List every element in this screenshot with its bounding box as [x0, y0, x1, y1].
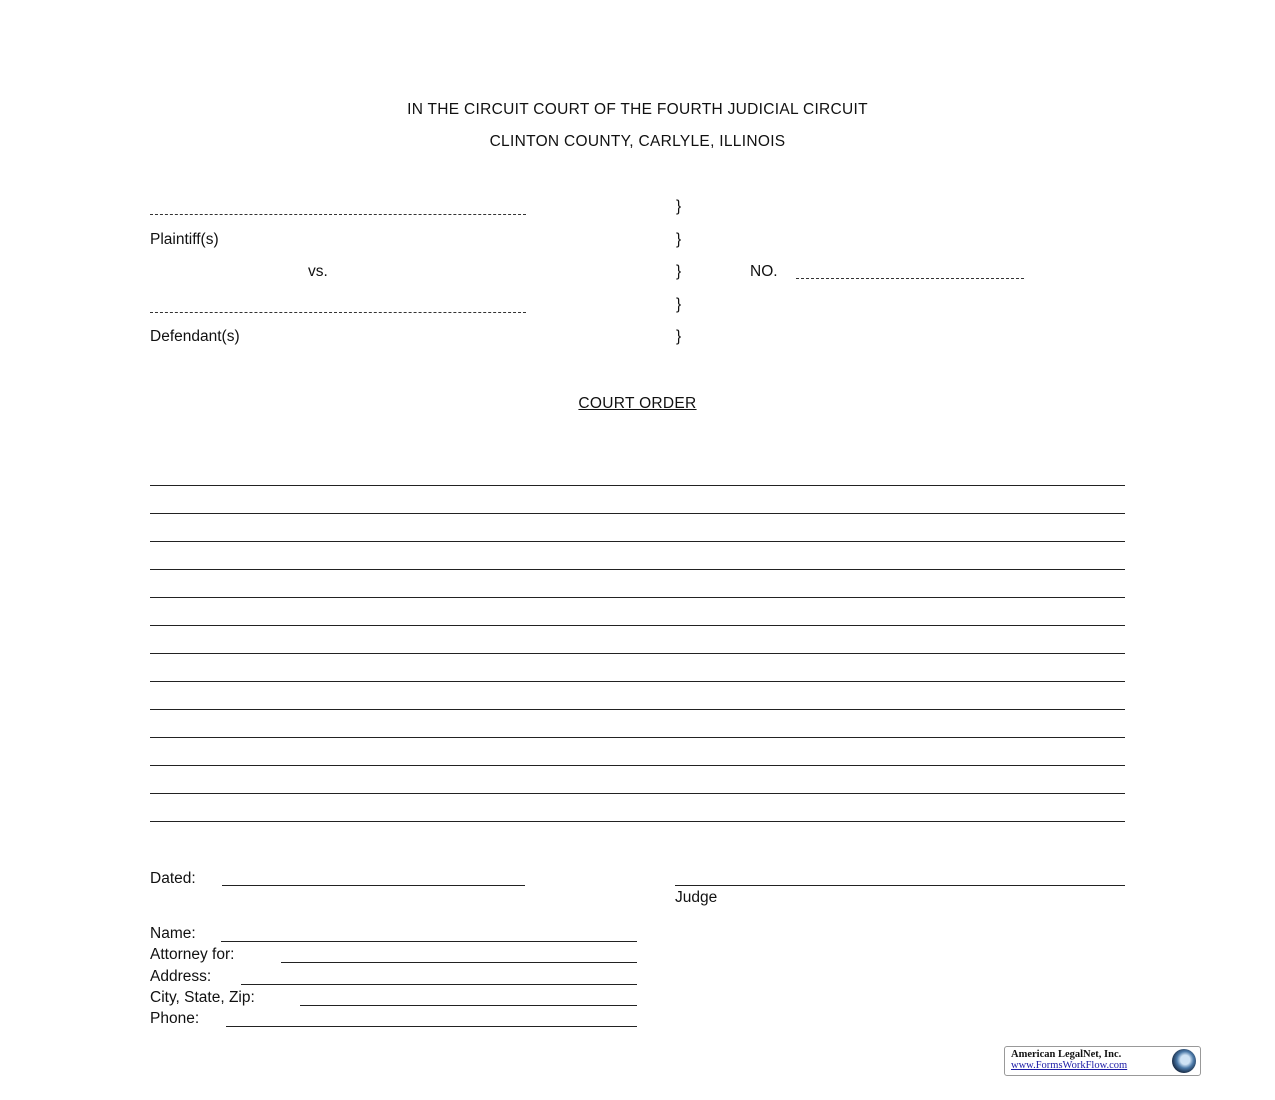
- order-line[interactable]: [150, 681, 1125, 682]
- order-line[interactable]: [150, 625, 1125, 626]
- city-state-zip-label: City, State, Zip:: [150, 989, 255, 1006]
- document-title: COURT ORDER: [578, 395, 697, 412]
- order-line[interactable]: [150, 793, 1125, 794]
- order-line[interactable]: [150, 513, 1125, 514]
- court-location: CLINTON COUNTY, CARLYLE, ILLINOIS: [489, 133, 786, 150]
- order-line[interactable]: [150, 541, 1125, 542]
- defendant-name-field[interactable]: [150, 312, 526, 313]
- dated-field[interactable]: [222, 885, 525, 886]
- order-line[interactable]: [150, 653, 1125, 654]
- address-field[interactable]: [241, 984, 637, 985]
- order-line[interactable]: [150, 737, 1125, 738]
- judge-label: Judge: [675, 889, 718, 906]
- order-line[interactable]: [150, 765, 1125, 766]
- address-label: Address:: [150, 968, 212, 985]
- city-state-zip-field[interactable]: [300, 1005, 637, 1006]
- vs-label: vs.: [308, 263, 328, 280]
- plaintiff-label: Plaintiff(s): [150, 231, 219, 248]
- phone-field[interactable]: [226, 1026, 637, 1027]
- phone-label: Phone:: [150, 1010, 200, 1027]
- name-field[interactable]: [221, 941, 637, 942]
- caption-brace: }: [676, 198, 682, 215]
- court-heading: IN THE CIRCUIT COURT OF THE FOURTH JUDICIAL CIRCUIT: [407, 101, 868, 118]
- globe-icon: [1172, 1049, 1196, 1073]
- logo-url-link[interactable]: www.FormsWorkFlow.com: [1011, 1060, 1128, 1071]
- order-line[interactable]: [150, 597, 1125, 598]
- order-line[interactable]: [150, 709, 1125, 710]
- caption-brace: }: [676, 296, 682, 313]
- dated-label: Dated:: [150, 870, 196, 887]
- order-line[interactable]: [150, 569, 1125, 570]
- order-line[interactable]: [150, 485, 1125, 486]
- order-line[interactable]: [150, 821, 1125, 822]
- defendant-label: Defendant(s): [150, 328, 240, 345]
- case-number-field[interactable]: [796, 278, 1024, 279]
- case-number-label: NO.: [750, 263, 778, 280]
- caption-brace: }: [676, 231, 682, 248]
- caption-brace: }: [676, 263, 682, 280]
- judge-signature-field[interactable]: [675, 885, 1125, 886]
- american-legalnet-logo[interactable]: [1004, 1046, 1201, 1076]
- plaintiff-name-field[interactable]: [150, 214, 526, 215]
- logo-company-name: American LegalNet, Inc.: [1011, 1049, 1122, 1060]
- attorney-for-field[interactable]: [281, 962, 637, 963]
- attorney-for-label: Attorney for:: [150, 946, 235, 963]
- caption-brace: }: [676, 328, 682, 345]
- name-label: Name:: [150, 925, 196, 942]
